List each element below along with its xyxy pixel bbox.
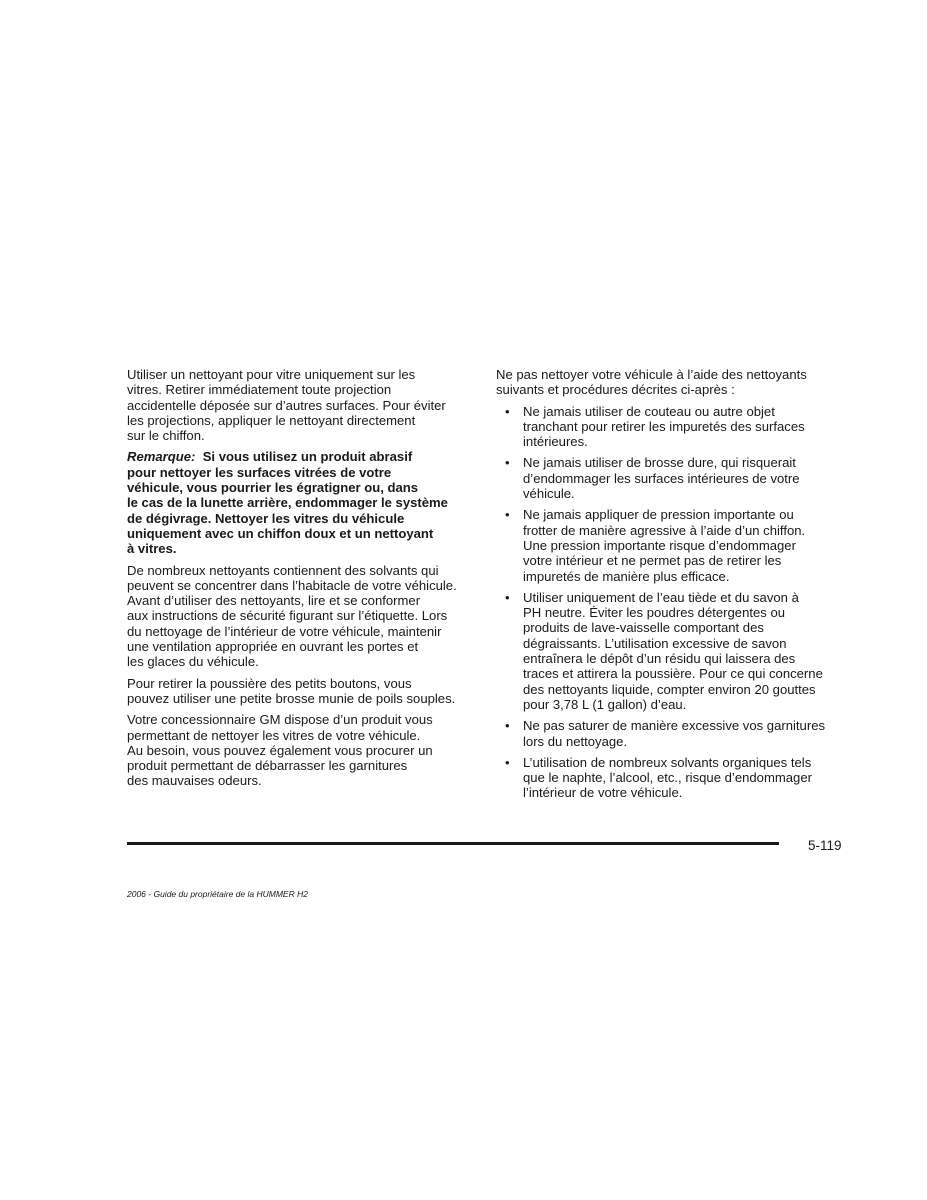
text-line: lors du nettoyage.: [523, 733, 628, 749]
text-line: des nettoyants liquide, compter environ 20 gouttes: [523, 681, 816, 697]
text-line: L’utilisation de nombreux solvants organiques tels: [523, 754, 812, 770]
text-line: Ne jamais appliquer de pression importante ou: [523, 507, 794, 523]
text-line: peuvent se concentrer dans l’habitacle de votre véhicule.: [127, 577, 457, 593]
text-line: uniquement avec un chiffon doux et un nettoyant: [127, 525, 434, 541]
text-line: les projections, appliquer le nettoyant directement: [127, 412, 416, 428]
text-line: frotter de manière agressive à l’aide d’un chiffon.: [523, 522, 806, 538]
paragraph-solvents: [127, 563, 472, 670]
text-line: le cas de la lunette arrière, endommager le système: [127, 495, 448, 511]
text-line: vitres. Retirer immédiatement toute projection: [127, 382, 392, 398]
right-column: [496, 367, 836, 807]
bullet-icon: •: [505, 754, 510, 770]
page-divider: [127, 842, 779, 845]
text-line: pour 3,78 L (1 gallon) d’eau.: [523, 696, 687, 712]
text-line: intérieures.: [523, 434, 588, 450]
text-line: aux instructions de sécurité figurant sur l’étiquette. Lors: [127, 608, 448, 624]
bullet-icon: •: [505, 403, 510, 419]
text-line: dégraissants. L’utilisation excessive de savon: [523, 635, 787, 651]
text-line: que le naphte, l’alcool, etc., risque d’endommager: [523, 770, 812, 786]
list-item: [496, 455, 836, 501]
text-line: l’intérieur de votre véhicule.: [523, 785, 683, 801]
text-line: De nombreux nettoyants contiennent des solvants qui: [127, 562, 439, 578]
list-item: [496, 755, 836, 801]
text-line: une ventilation appropriée en ouvrant les portes et: [127, 639, 419, 655]
text-line: véhicule.: [523, 486, 575, 502]
notice-block: [127, 449, 472, 556]
list-item: [496, 718, 836, 749]
text-line: PH neutre. Éviter les poudres détergentes ou: [523, 605, 786, 621]
text-line: produit permettant de débarrasser les garnitures: [127, 758, 408, 774]
footer-text: 2006 - Guide du propriétaire de la HUMMER H2: [127, 889, 308, 899]
text-line: permettant de nettoyer les vitres de votre véhicule.: [127, 727, 421, 743]
text-line: Ne jamais utiliser de brosse dure, qui risquerait: [523, 455, 796, 471]
text-line: Utiliser un nettoyant pour vitre uniquement sur les: [127, 367, 416, 382]
paragraph-glass-cleaner: [127, 367, 472, 443]
text-line: de dégivrage. Nettoyer les vitres du véhicule: [127, 510, 405, 526]
text-line: suivants et procédures décrites ci-après :: [496, 382, 735, 398]
text-line: Votre concessionnaire GM dispose d’un produit vous: [127, 712, 433, 728]
text-line: impuretés de manière plus efficace.: [523, 568, 730, 584]
page-number: 5-119: [808, 838, 842, 853]
text-line: des mauvaises odeurs.: [127, 773, 262, 789]
text-line: pour nettoyer les surfaces vitrées de votre: [127, 464, 392, 480]
text-line: les glaces du véhicule.: [127, 654, 259, 670]
bullet-list: [496, 404, 836, 801]
text-line: pouvez utiliser une petite brosse munie de poils souples.: [127, 690, 456, 706]
text-line: Utiliser uniquement de l’eau tiède et du savon à: [523, 589, 799, 605]
text-line: Au besoin, vous pouvez également vous procurer un: [127, 742, 433, 758]
paragraph-dealer-product: [127, 712, 472, 788]
text-line: Si vous utilisez un produit abrasif: [202, 449, 413, 465]
text-line: sur le chiffon.: [127, 428, 205, 444]
bullet-icon: •: [505, 589, 510, 605]
text-line: entraînera le dépôt d’un résidu qui laissera des: [523, 651, 796, 667]
text-line: à vitres.: [127, 541, 177, 557]
text-line: accidentelle déposée sur d’autres surfaces. Pour éviter: [127, 397, 446, 413]
text-line: Avant d’utiliser des nettoyants, lire et se conformer: [127, 593, 421, 609]
list-item: [496, 590, 836, 712]
notice-label: Remarque:: [127, 449, 196, 465]
text-line: d’endommager les surfaces intérieures de votre: [523, 470, 800, 486]
left-column: [127, 367, 472, 795]
text-line: Ne pas saturer de manière excessive vos garnitures: [523, 718, 826, 734]
list-item: [496, 404, 836, 450]
text-line: tranchant pour retirer les impuretés des surfaces: [523, 418, 805, 434]
text-line: Ne jamais utiliser de couteau ou autre objet: [523, 403, 775, 419]
text-line: Une pression importante risque d’endommager: [523, 537, 796, 553]
text-line: produits de lave-vaisselle comportant des: [523, 620, 764, 636]
text-line: du nettoyage de l’intérieur de votre véhicule, maintenir: [127, 623, 442, 639]
text-line: Ne pas nettoyer votre véhicule à l’aide des nettoyants: [496, 367, 807, 382]
text-line: véhicule, vous pourrier les égratigner ou, dans: [127, 480, 419, 496]
text-line: Pour retirer la poussière des petits boutons, vous: [127, 675, 412, 691]
paragraph-intro: [496, 367, 836, 398]
text-line: traces et attirera la poussière. Pour ce qui concerne: [523, 666, 823, 682]
bullet-icon: •: [505, 455, 510, 471]
paragraph-dust: [127, 676, 472, 707]
bullet-icon: •: [505, 718, 510, 734]
bullet-icon: •: [505, 507, 510, 523]
list-item: [496, 507, 836, 583]
text-line: votre intérieur et ne permet pas de retirer les: [523, 553, 782, 569]
